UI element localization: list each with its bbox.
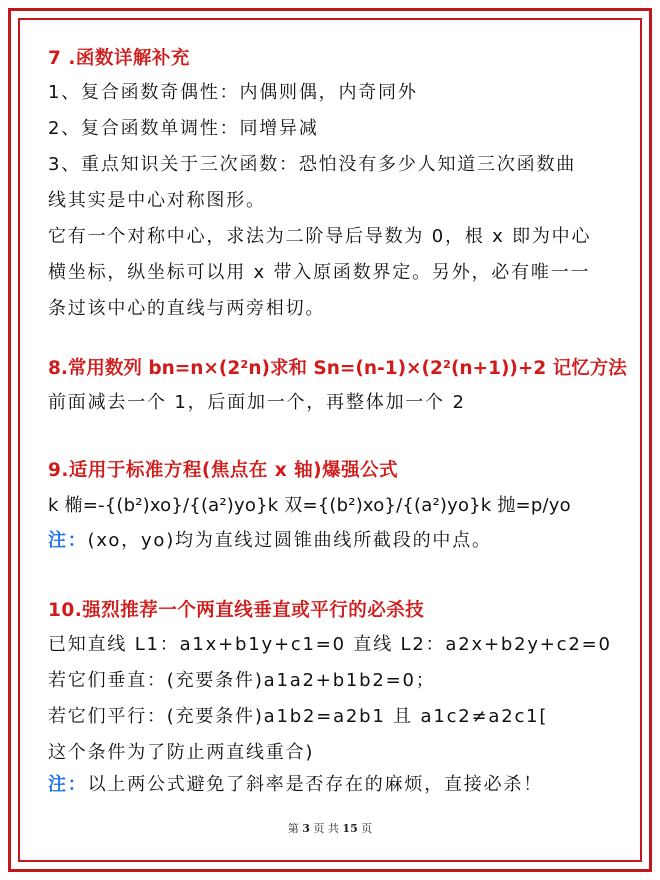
footer-middle: 页 共 <box>313 822 339 835</box>
section-7-line-3: 3、重点知识关于三次函数：恐怕没有多少人知道三次函数曲 <box>48 154 577 175</box>
section-10-heading: 10.强烈推荐一个两直线垂直或平行的必杀技 <box>48 600 425 621</box>
section-8-heading: 8.常用数列 bn=n×(2²n)求和 Sn=(n-1)×(2²(n+1))+2 记忆方法 <box>48 358 627 379</box>
section-10-note <box>48 773 543 797</box>
footer-suffix: 页 <box>361 822 373 835</box>
section-7-line-5: 它有一个对称中心，求法为二阶导后导数为 0，根 x 即为中心 <box>48 226 592 247</box>
note-text: (xo，yo)均为直线过圆锥曲线所截段的中点。 <box>87 530 492 551</box>
section-8-line-1: 前面减去一个 1，后面加一个，再整体加一个 2 <box>48 392 466 413</box>
section-10-line-2: 若它们垂直：(充要条件)a1a2+b1b2=0； <box>48 670 436 691</box>
section-9-heading: 9.适用于标准方程(焦点在 x 轴)爆强公式 <box>48 460 399 481</box>
page-border-inner <box>18 18 642 862</box>
note-text: 以上两公式避免了斜率是否存在的麻烦，直接必杀！ <box>87 774 544 795</box>
footer-page-number: 3 <box>302 822 310 835</box>
note-label: 注： <box>48 530 88 551</box>
section-7-line-1: 1、复合函数奇偶性：内偶则偶，内奇同外 <box>48 82 418 103</box>
section-10-line-4: 这个条件为了防止两直线重合) <box>48 742 315 763</box>
section-10-line-1: 已知直线 L1：a1x+b1y+c1=0 直线 L2：a2x+b2y+c2=0 <box>48 634 612 655</box>
section-7-line-4: 线其实是中心对称图形。 <box>48 190 266 211</box>
section-7-line-2: 2、复合函数单调性：同增异减 <box>48 118 319 139</box>
page-footer <box>0 820 660 836</box>
section-7-line-6: 横坐标，纵坐标可以用 x 带入原函数界定。另外，必有唯一一 <box>48 262 591 283</box>
footer-total-pages: 15 <box>342 822 358 835</box>
section-7-heading: 7 .函数详解补充 <box>48 48 190 69</box>
section-9-formula: k 椭=-{(b²)xo}/{(a²)yo}k 双={(b²)xo}/{(a²)yo}k 抛=p/yo <box>48 495 571 516</box>
section-7-line-7: 条过该中心的直线与两旁相切。 <box>48 298 326 319</box>
note-label: 注： <box>48 774 88 795</box>
section-10-line-3: 若它们平行：(充要条件)a1b2=a2b1 且 a1c2≠a2c1[ <box>48 706 549 727</box>
footer-prefix: 第 <box>287 822 299 835</box>
section-9-note <box>48 529 492 553</box>
